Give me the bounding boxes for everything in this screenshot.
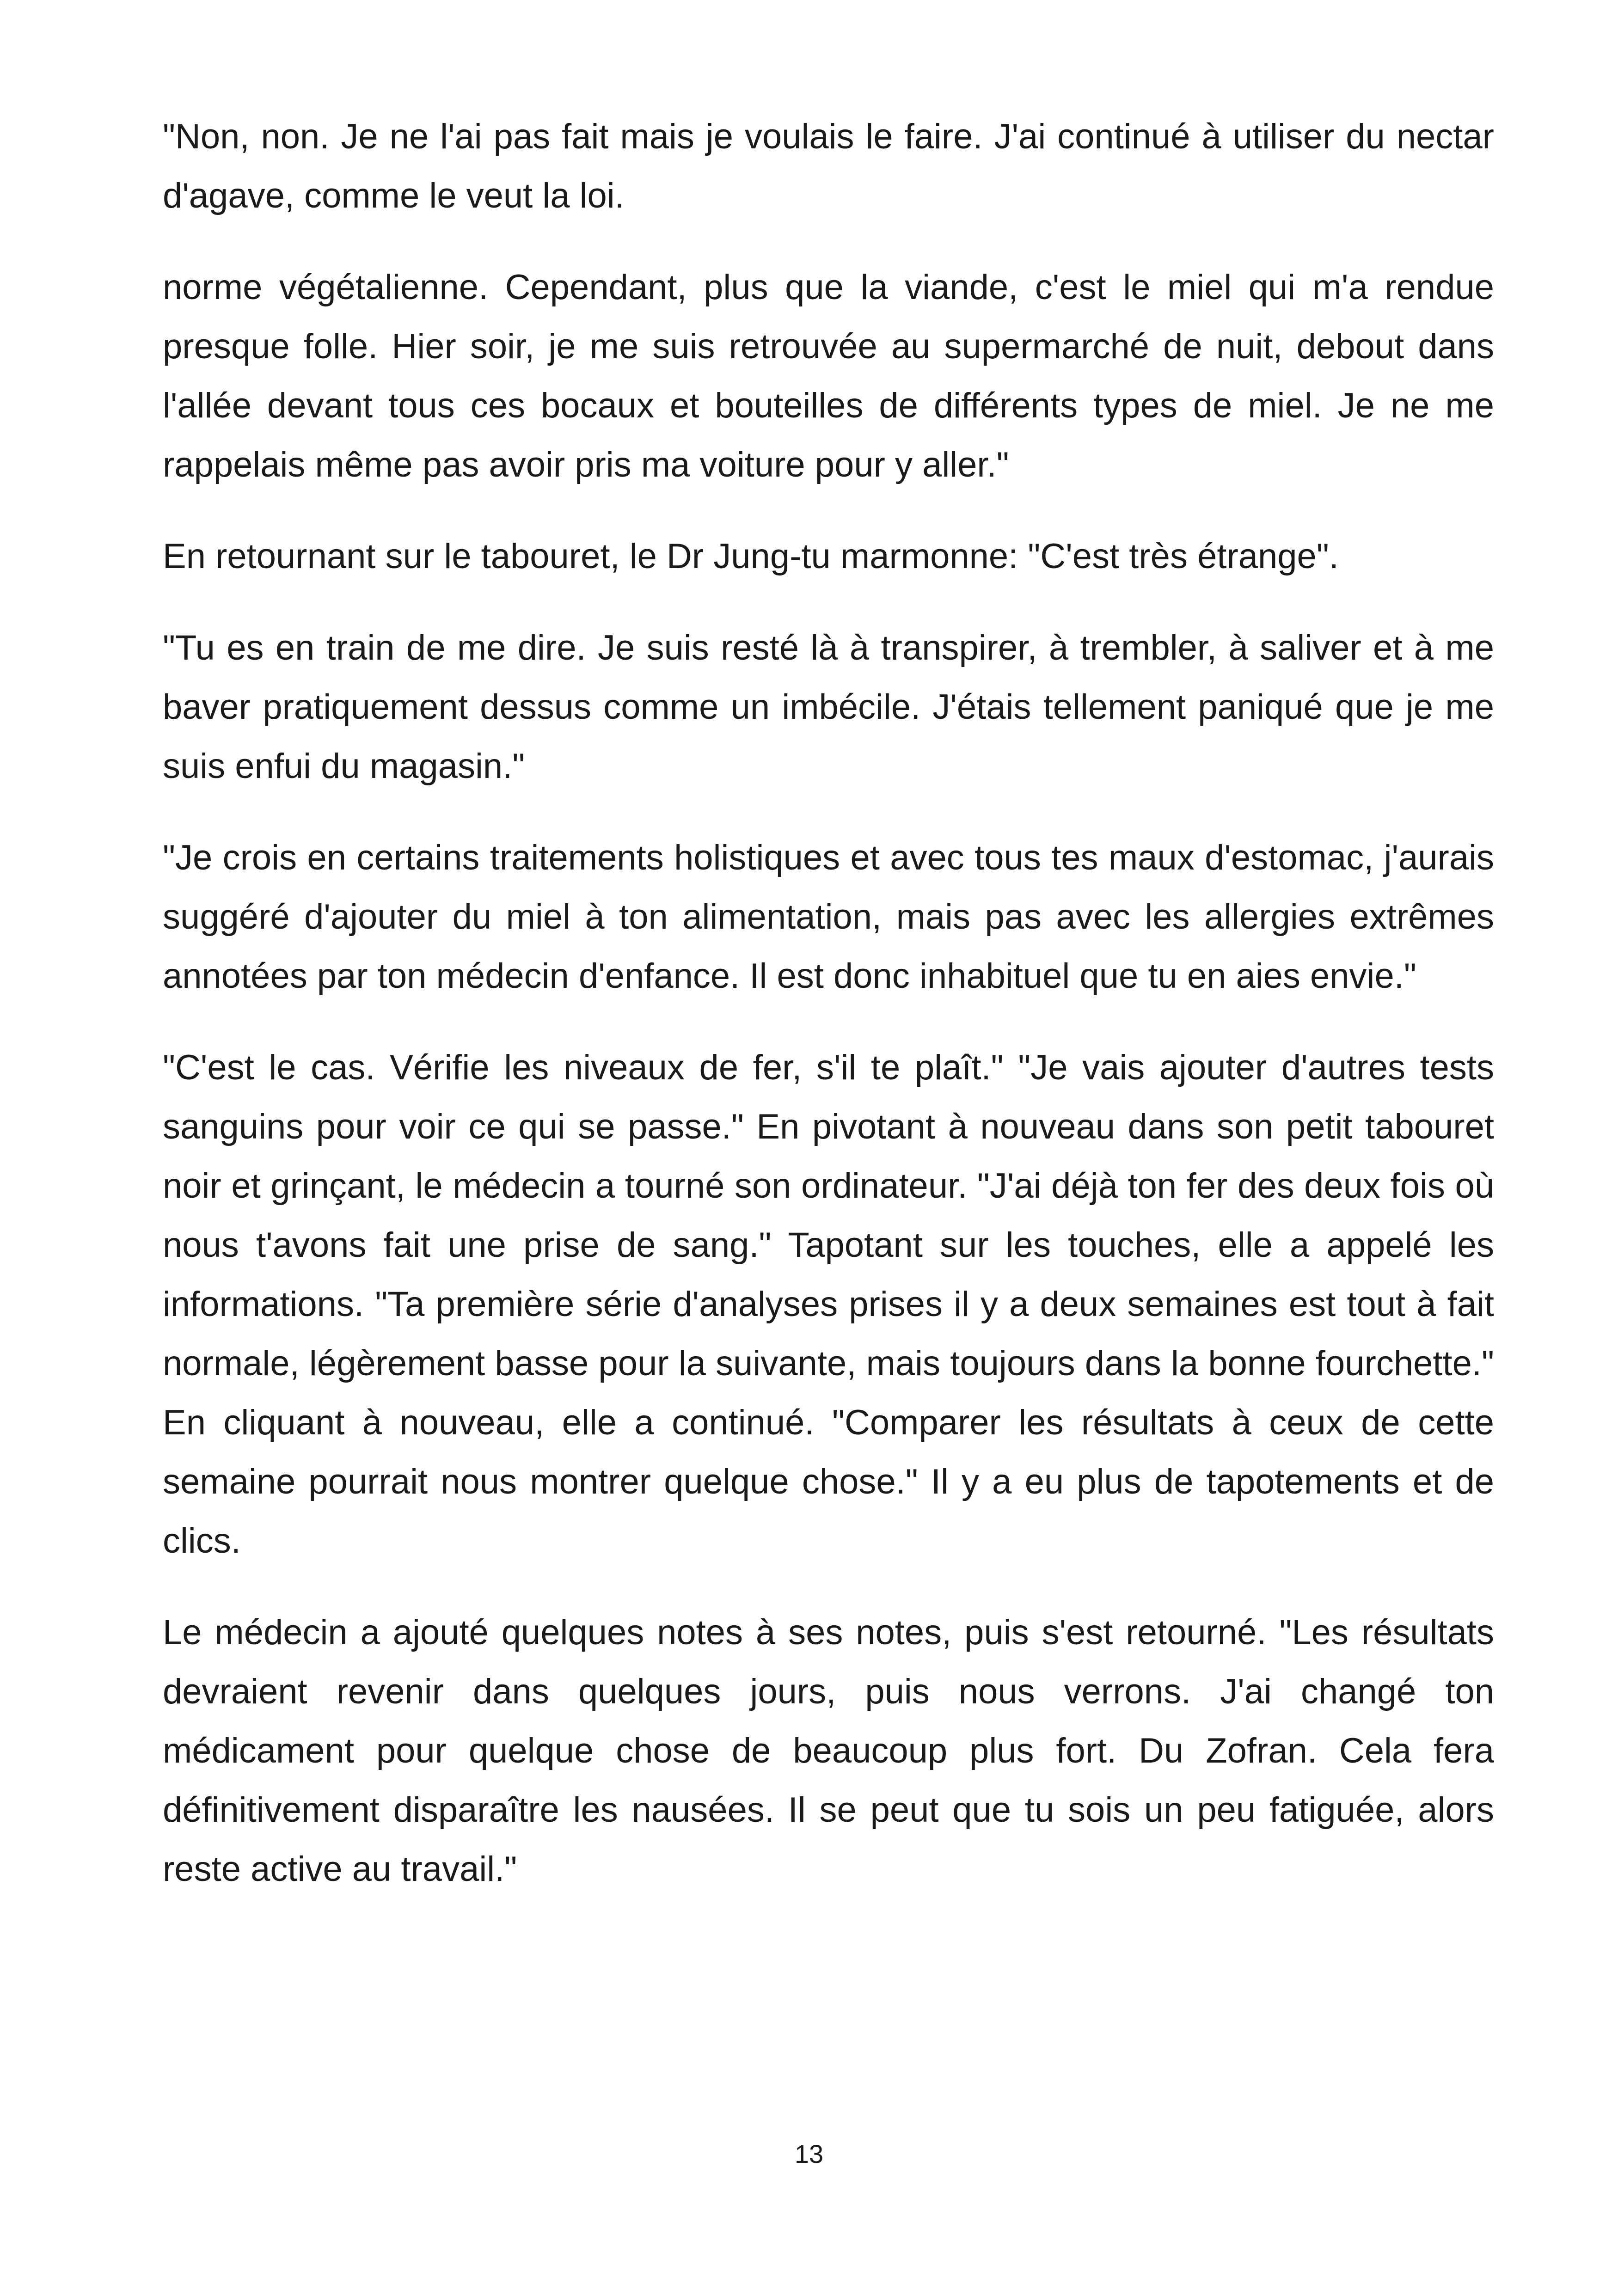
paragraph: norme végétalienne. Cependant, plus que la viande, c'est le miel qui m'a rendue presque folle. Hier soir, je me suis retrouvée au supermarché de nuit, debout dans l'allée devant tous ces bocaux et bouteilles de différents types de miel. Je ne me rappelais même pas avoir pris ma voiture pour y aller."	[163, 268, 1494, 484]
paragraph: "Non, non. Je ne l'ai pas fait mais je voulais le faire. J'ai continué à utiliser du nectar d'agave, comme le veut la loi.	[163, 117, 1494, 215]
paragraph: "Je crois en certains traitements holistiques et avec tous tes maux d'estomac, j'aurais suggéré d'ajouter du miel à ton alimentation, mais pas avec les allergies extrêmes annotées par ton médecin d'enfance. Il est donc inhabituel que tu en aies envie."	[163, 838, 1494, 996]
paragraph: Le médecin a ajouté quelques notes à ses notes, puis s'est retourné. "Les résultats devraient revenir dans quelques jours, puis nous verrons. J'ai changé ton médicament pour quelque chose de beaucoup plus fort. Du Zofran. Cela fera définitivement disparaître les nausées. Il se peut que tu sois un peu fatiguée, alors reste active au travail."	[163, 1613, 1494, 1889]
paragraph: "Tu es en train de me dire. Je suis resté là à transpirer, à trembler, à saliver et à me baver pratiquement dessus comme un imbécile. J'étais tellement paniqué que je me suis enfui du magasin."	[163, 628, 1494, 786]
body-text	[163, 107, 1494, 1931]
paragraph: "C'est le cas. Vérifie les niveaux de fer, s'il te plaît." "Je vais ajouter d'autres tests sanguins pour voir ce qui se passe." En pivotant à nouveau dans son petit tabouret noir et grinçant, le médecin a tourné son ordinateur. "J'ai déjà ton fer des deux fois où nous t'avons fait une prise de sang." Tapotant sur les touches, elle a appelé les informations. "Ta première série d'analyses prises il y a deux semaines est tout à fait normale, légèrement basse pour la suivante, mais toujours dans la bonne fourchette." En cliquant à nouveau, elle a continué. "Comparer les résultats à ceux de cette semaine pourrait nous montrer quelque chose." Il y a eu plus de tapotements et de clics.	[163, 1048, 1494, 1561]
paragraph: En retournant sur le tabouret, le Dr Jung-tu marmonne: "C'est très étrange".	[163, 537, 1339, 576]
page-number: 13	[794, 2139, 824, 2168]
